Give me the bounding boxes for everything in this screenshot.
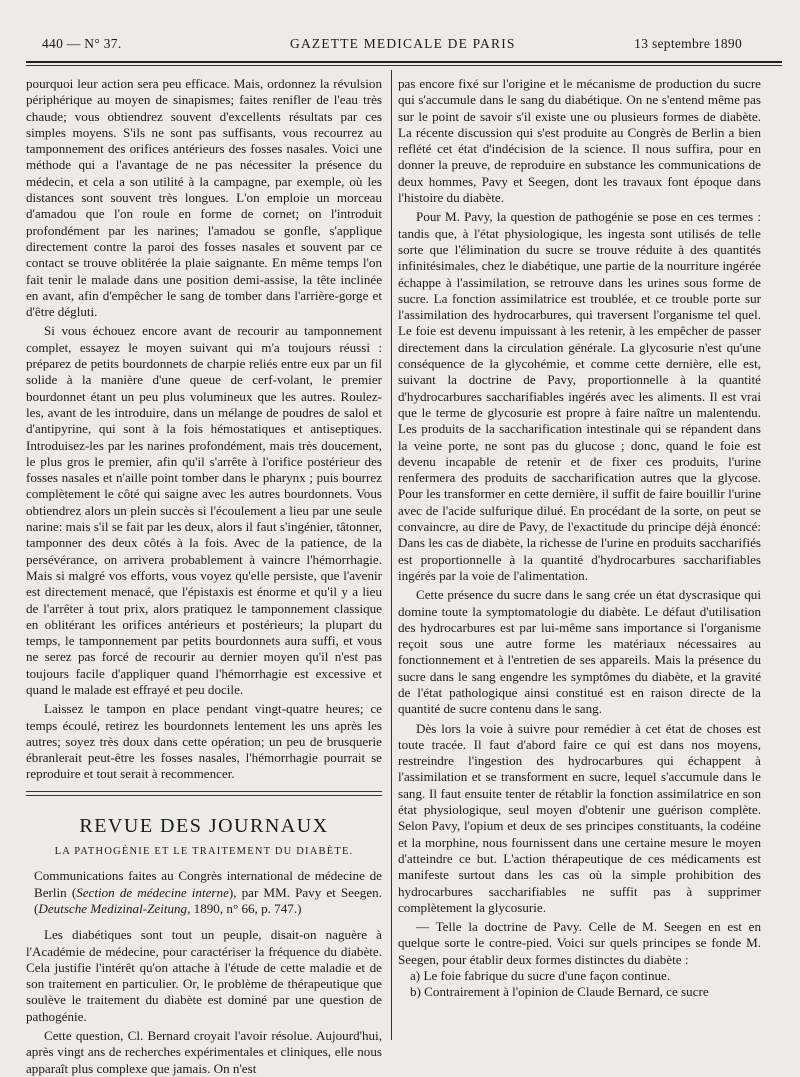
- right-paragraph-2: Pour M. Pavy, la question de pathogénie se pose en ces termes : tandis que, à l'état physiologique, les ingesta sont utilisés de telle sorte que l'élimination du sucre se trouve réduite à des quantités infinitésimales, chez le diabétique, une partie de la nourriture ingérée échappe à l'assimilation, se retrouve dans les urines sous forme de sucre. La fonction assimilatrice est troublée, et ce trouble porte sur l'assimilation des hydrocarbures, qui traversent l'organisme tel quel. Le foie est devenu impuissant à les retenir, à les empêcher de passer directement dans la circulation générale. La glycosurie n'est qu'une conséquence de la glycohémie, et comme cette dernière, elle est, suivant la doctrine de Pavy, proportionnelle à la quantité d'hydrocarbures saccharifiables ingérés avec les aliments. Il est vrai que le terme de glycosurie est propre à faire naître un malentendu. Les produits de la saccharification intestinale qui se répandent dans la veine porte, ne sont pas du glucose ; donc, quand le foie est devenu incapable de retenir et de fixer ces produits, l'urine renfermera des produits de saccharification autres que la glycose. Pour les transformer en cette dernière, il suffit de faire bouillir l'urine avec de l'acide sulfurique dilué. En procédant de la sorte, on peut se convaincre, au dire de Pavy, de l'exactitude du principe déjà énoncé: Dans les cas de diabète, la richesse de l'urine en produits saccharifiés est proportionnelle à la quantité d'hydrocarbures saccharifiables ingérés par la voie de l'alimentation.: [398, 209, 761, 583]
- page-issue-number: 440 — N° 37.: [42, 36, 122, 51]
- left-paragraph-1: pourquoi leur action sera peu efficace. Mais, ordonnez la révulsion périphérique au moyen de sinapismes; faites renifler de l'eau très chaude; vous obtiendrez souvent d'excellents résultats par ces simples moyens. S'ils ne sont pas suffisants, vous recourrez au tamponnement des orifices antérieurs des fosses nasales. Voici une méthode qui a l'avantage de ne pas nécessiter la présence du médecin, et cela a son utilité à la campagne, par exemple, où les distances sont souvent très longues. L'on emploie un morceau d'amadou que l'on roule en forme de cornet; on l'introduit profondément par les narines; l'amadou se gonfle, s'applique directement contre la paroi des fosses nasales et souvent par ce contact se trouve oblitérée la plaie saignante. En même temps l'on fait tenir le malade dans une position demi-assise, la tête inclinée en avant, afin d'empêcher le sang de tomber dans l'arrière-gorge et d'être dégluti.: [26, 76, 382, 320]
- header-rule-thick: [26, 61, 782, 63]
- source-text-3: , 1890, n° 66, p. 747.): [187, 900, 302, 916]
- header-rule-thin: [26, 65, 782, 66]
- source-text-2: ), par MM. Pavy et Seegen. (: [34, 884, 382, 916]
- column-divider: [391, 70, 392, 1040]
- left-paragraph-3: Laissez le tampon en place pendant vingt-quatre heures; ce temps écoulé, retirez les bourdonnets lentement les uns après les autres; soyez très doux dans cette opération; un peu de brusquerie ébranlerait peut-être les fosses nasales, l'hémorrhagie pourrait se reproduire et tout serait à recommencer.: [26, 701, 382, 782]
- left-paragraph-5: Cette question, Cl. Bernard croyait l'avoir résolue. Aujourd'hui, après vingt ans de recherches expérimentales et cliniques, elle nous apparaît plus complexe que jamais. On n'est: [26, 1028, 382, 1076]
- left-column: [26, 76, 382, 1077]
- right-paragraph-3: Cette présence du sucre dans le sang crée un état dyscrasique qui domine toute la symptomatologie du diabète. Le défaut d'utilisation des hydrocarbures est par lui-même sans importance si l'organisme reçoit sous une autre forme les matériaux nécessaires au fonctionnement et à l'entretien de ses appareils. Mais la présence du sucre dans le sang engendre les symptômes du diabète, et la gravité de l'état pathologique ainsi constitué est en raison directe de la quantité de sucre contenu dans le sang.: [398, 587, 761, 717]
- right-paragraph-5: — Telle la doctrine de Pavy. Celle de M. Seegen en est en quelque sorte le contre-pied. Voici sur quels principes se fonde M. Seegen, pour établir deux formes distinctes du diabète :: [398, 919, 761, 967]
- source-text-1: Communications faites au Congrès international de médecine de Berlin (: [34, 868, 382, 900]
- list-item-b: b) Contrairement à l'opinion de Claude Bernard, ce sucre: [410, 984, 709, 1000]
- section-separator-top: [26, 791, 382, 792]
- left-paragraph-4: Les diabétiques sont tout un peuple, disait-on naguère à l'Académie de médecine, pour caractériser la fréquence du diabète. Cela justifie l'intérêt qu'on attache à l'étude de cette maladie et de son traitement en particulier. Or, le problème de thérapeutique que soulève le traitement du diabète est dominé par une question de pathogénie.: [26, 927, 382, 1024]
- page-header: [42, 36, 742, 58]
- article-title: LA PATHOGÉNIE ET LE TRAITEMENT DU DIABÈTE.: [54, 846, 354, 858]
- journal-title: GAZETTE MEDICALE DE PARIS: [290, 36, 516, 51]
- right-column: [398, 76, 761, 1001]
- section-title: REVUE DES JOURNAUX: [79, 814, 329, 837]
- article-source: [26, 868, 382, 917]
- issue-date: 13 septembre 1890: [634, 36, 742, 51]
- section-separator-bottom: [26, 795, 382, 796]
- right-paragraph-1: pas encore fixé sur l'origine et le mécanisme de production du sucre qui s'accumule dans le sang du diabétique. On ne s'entend même pas sur le point de savoir s'il existe une ou plusieurs formes de diabète. La récente discussion qui s'est produite au Congrès de Berlin a bien reflété cet état d'indécision de la science. Il nous suffira, pour en donner la preuve, de reproduire en substance les communications de deux hommes, Pavy et Seegen, dont les travaux font époque dans l'histoire du diabète.: [398, 76, 761, 206]
- left-paragraph-2: Si vous échouez encore avant de recourir au tamponnement complet, essayez le moyen suivant qui m'a toujours réussi : préparez de petits bourdonnets de charpie reliés entre eux par un fil solide à la manière d'une queue de cerf-volant, le premier bourdonnet étant un peu plus volumineux que les autres. Roulez-les, avant de les introduire, dans un mélange de poudres de salol et d'antipyrine, qui sont à la fois hémostatiques et antiseptiques. Introduisez-les par les narines profondément, mais très doucement, le plus gros le premier, afin qu'il s'arrête à l'orifice postérieur des fosses nasales et n'aille point tomber dans le pharynx ; puis bourrez complètement le côté qui saigne avec les autres bourdonnets. Vous obtiendrez alors un plein succès si l'écoulement a lieu par une seule narine: mais s'il se fait par les deux, alors il faut s'ingénier, tâtonner, tamponner des deux côtés à la fois. Avec de la patience, de la persévérance, on arrivera probablement à vaincre l'hémorrhagie. Mais si malgré vos efforts, vous voyez qu'elle persiste, que l'avenir est directement menacé, que l'épistaxis est énorme et qu'il y a lieu de l'arrêter à tout prix, alors pratiquez le tamponnement classique en oblitérant les orifices antérieurs et postérieurs; la plupart du temps, le tamponnement par petits bourdonnets aura suffi, et vous ne serez pas forcé de recourir au dernier moyen qu'il n'est pas toujours facile d'appliquer quand l'hémorrhagie est excessive et quand le malade est effrayé et peu docile.: [26, 323, 382, 697]
- source-journal: Deutsche Medizinal-Zeitung: [38, 900, 188, 916]
- list-item-a: a) Le foie fabrique du sucre d'une façon continue.: [410, 968, 671, 984]
- source-section: Section de médecine interne: [76, 884, 229, 900]
- principles-list: [398, 968, 761, 1001]
- right-paragraph-4: Dès lors la voie à suivre pour remédier à cet état de choses est toute tracée. Il faut d'abord faire ce qui est dans nos moyens, restreindre l'ingestion des hydrocarbures qui échappent à l'assimilation et se transforment en sucre, lequel s'accumule dans le sang. Il faut ensuite tenter de rétablir la fonction assimilatrice en son état physiologique, seul moyen d'obtenir une guérison complète. Selon Pavy, l'opium et deux de ses principes constituants, la codéine et la morphine, nous fournissent dans une certaine mesure le moyen d'atteindre ce but. L'action thérapeutique de ces médicaments est manifeste surtout dans les cas où la simple prohibition des hydrocarbures saccharifiables ne suffit pas à supprimer complètement la glycosurie.: [398, 720, 761, 915]
